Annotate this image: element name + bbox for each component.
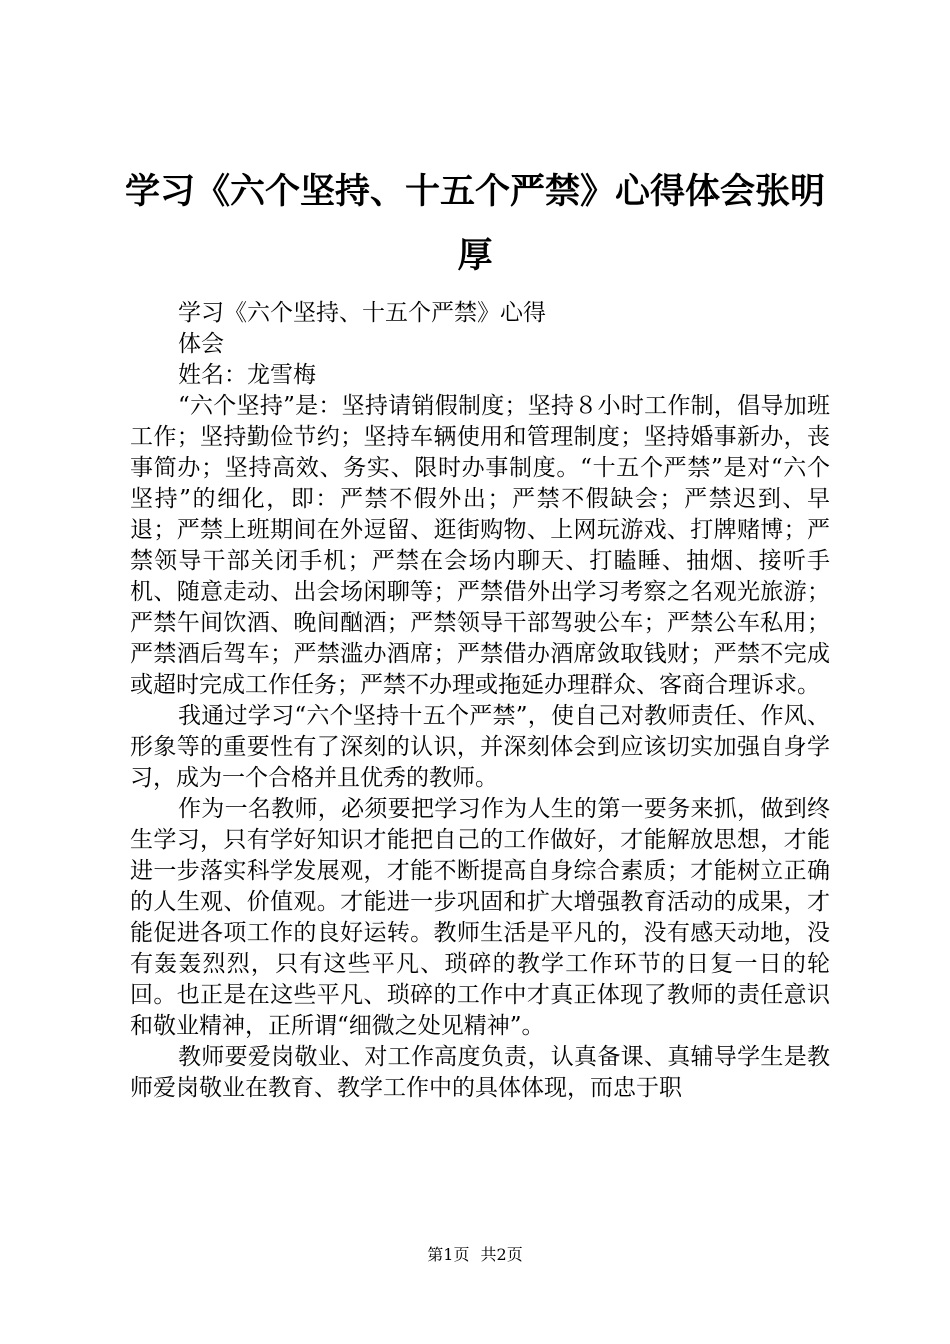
page-footer [0, 1245, 950, 1265]
paragraph-reflection: 我通过学习“六个坚持十五个严禁”，使自己对教师责任、作风、形象等的重要性有了深刻的认识，并深刻体会到应该切实加强自身学习，成为一个合格并且优秀的教师。 [130, 703, 830, 791]
document-body [130, 298, 830, 1104]
subtitle-line-1: 学习《六个坚持、十五个严禁》心得 [178, 300, 546, 326]
author-line: 姓名：龙雪梅 [178, 362, 316, 388]
paragraph-learning: 作为一名教师，必须要把学习作为人生的第一要务来抓，做到终生学习，只有学好知识才能把自己的工作做好，才能解放思想，才能进一步落实科学发展观，才能不断提高自身综合素质；才能树立正确的人生观、价值观。才能进一步巩固和扩大增强教育活动的成果，才能促进各项工作的良好运转。教师生活是平凡的，没有感天动地，没有轰轰烈烈，只有这些平凡、琐碎的教学工作环节的日复一日的轮回。也正是在这些平凡、琐碎的工作中才真正体现了教师的责任意识和敬业精神，正所谓“细微之处见精神”。 [130, 796, 830, 1039]
page-total: 共2页 [480, 1245, 523, 1264]
document-title: 学习《六个坚持、十五个严禁》心得体会张明厚 [124, 172, 825, 276]
subtitle-line-2: 体会 [178, 331, 224, 357]
paragraph-rules: “六个坚持”是：坚持请销假制度；坚持８小时工作制，倡导加班工作；坚持勤俭节约；坚持车辆使用和管理制度；坚持婚事新办，丧事简办；坚持高效、务实、限时办事制度。“十五个严禁”是对“六个坚持”的细化，即：严禁不假外出；严禁不假缺会；严禁迟到、早退；严禁上班期间在外逗留、逛街购物、上网玩游戏、打牌赌博；严禁领导干部关闭手机；严禁在会场内聊天、打瞌睡、抽烟、接听手机、随意走动、出会场闲聊等；严禁借外出学习考察之名观光旅游；严禁午间饮酒、晚间酗酒；严禁领导干部驾驶公车；严禁公车私用；严禁酒后驾车；严禁滥办酒席；严禁借办酒席敛取钱财；严禁不完成或超时完成工作任务；严禁不办理或拖延办理群众、客商合理诉求。 [130, 393, 830, 698]
page-number: 第1页 [427, 1245, 470, 1264]
paragraph-dedication: 教师要爱岗敬业、对工作高度负责，认真备课、真辅导学生是教师爱岗敬业在教育、教学工作中的具体体现，而忠于职 [130, 1044, 830, 1101]
